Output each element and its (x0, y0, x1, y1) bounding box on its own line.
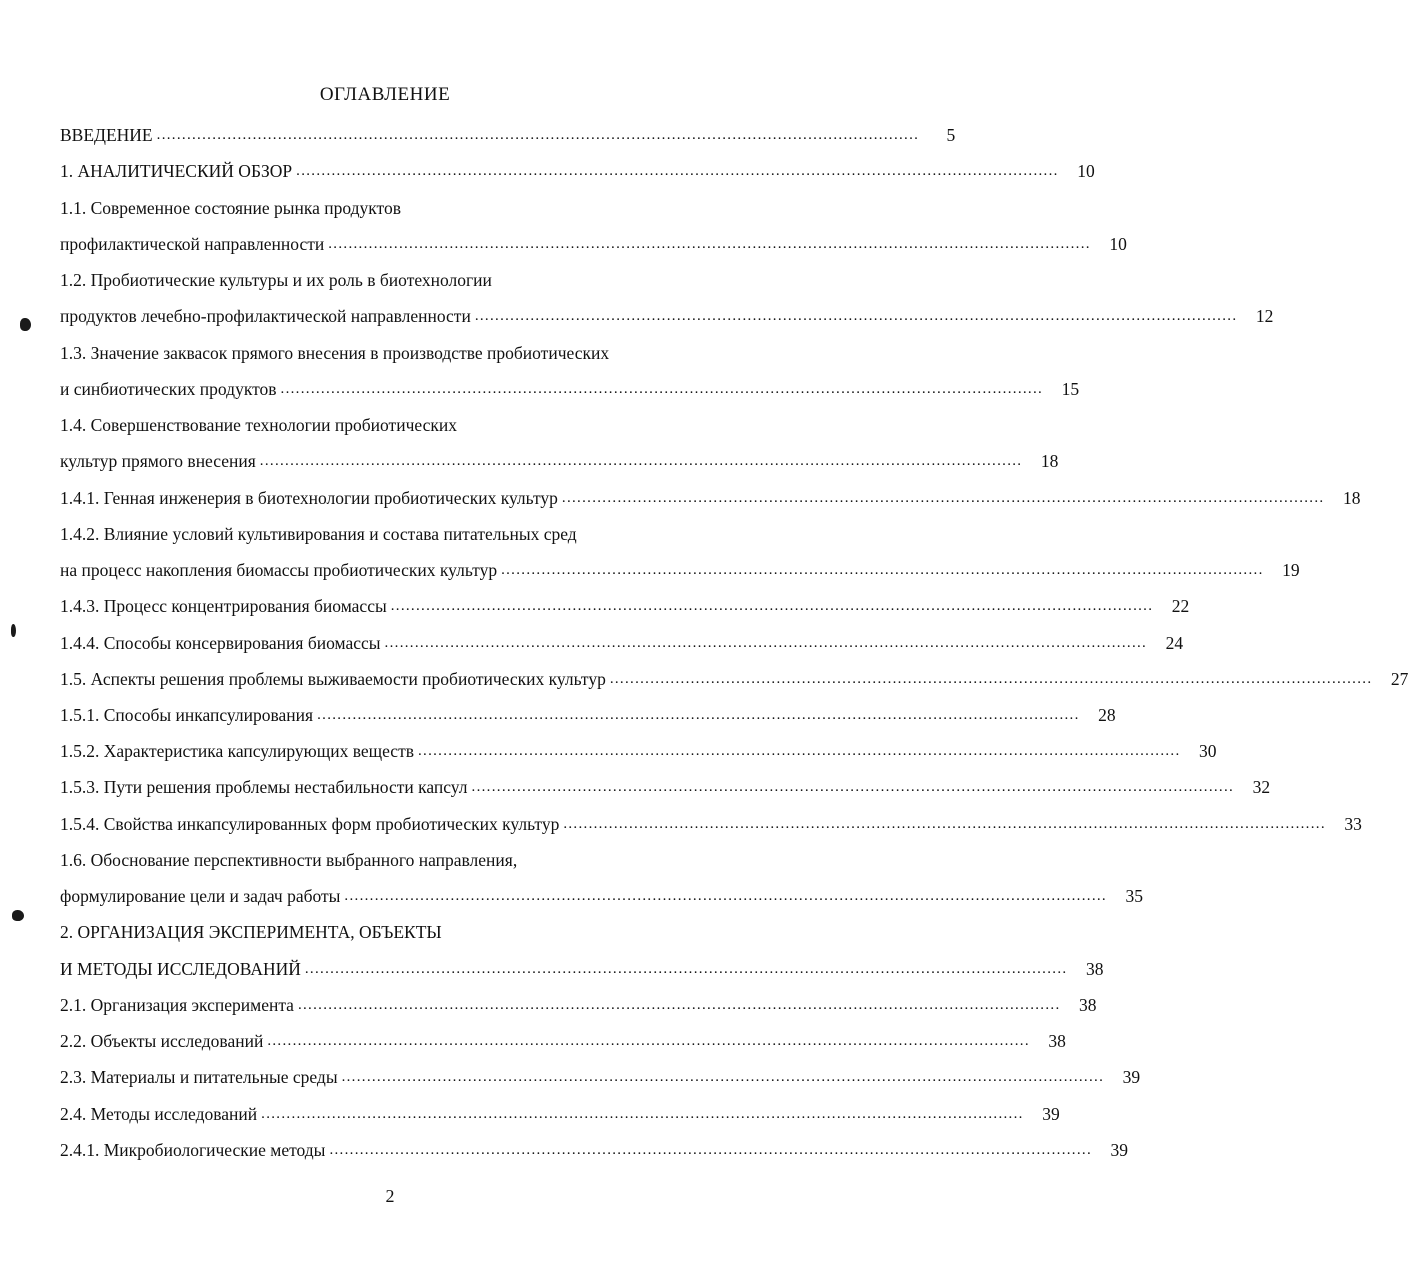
ink-blot (12, 910, 24, 921)
toc-entry (60, 229, 1127, 255)
toc-entry-text: формулирование цели и задач работы (60, 886, 341, 906)
toc-entry-text: 2.4.1. Микробиологические методы (60, 1140, 326, 1160)
toc-entry-text: 1.5.4. Свойства инкапсулированных форм пробиотических культур (60, 814, 560, 834)
toc-entry (60, 1135, 1129, 1161)
dot-leader: ....................................................................................................................................................... (328, 236, 1091, 252)
toc-entry-text: на процесс накопления биомассы пробиотических культур (60, 560, 498, 580)
dot-leader: ....................................................................................................................................................... (563, 816, 1326, 832)
toc-entry (60, 156, 1095, 182)
dot-leader: ....................................................................................................................................................... (297, 997, 1061, 1013)
toc-entry (60, 555, 1300, 581)
toc-entry-text: 2. ОРГАНИЗАЦИЯ ЭКСПЕРИМЕНТА, ОБЪЕКТЫ (60, 922, 442, 942)
ink-blot (20, 318, 31, 331)
dot-leader: ....................................................................................................................................................... (390, 598, 1154, 614)
toc-entry-page: 33 (1344, 814, 1362, 834)
page-title: ОГЛАВЛЕНИЕ (319, 84, 451, 105)
dot-leader: ....................................................................................................................................................... (417, 743, 1181, 759)
toc-entry-page: 28 (1098, 705, 1116, 725)
toc-entry (60, 519, 750, 545)
toc-entry-text: 1.4.4. Способы консервирования биомассы (60, 633, 381, 653)
toc-entry (60, 446, 1059, 472)
toc-entry-text: 1.5. Аспекты решения проблемы выживаемости пробиотических культур (60, 669, 606, 689)
toc-entry (60, 809, 1362, 835)
toc-entry (60, 917, 750, 943)
toc-entry-text: 1.4.3. Процесс концентрирования биомассы (60, 596, 387, 616)
toc-entry-text: профилактической направленности (60, 234, 325, 254)
dot-leader: ....................................................................................................................................................... (156, 127, 920, 143)
page-number: 2 (385, 1186, 395, 1206)
dot-leader: ....................................................................................................................................................... (474, 308, 1238, 324)
dot-leader: ....................................................................................................................................................... (344, 888, 1107, 904)
dot-leader: ....................................................................................................................................................... (259, 453, 1023, 469)
toc-entry-text: 1. АНАЛИТИЧЕСКИЙ ОБЗОР (60, 161, 293, 181)
toc-entry (60, 1026, 1066, 1052)
toc-entry-text: 2.2. Объекты исследований (60, 1031, 264, 1051)
toc-entry (60, 1062, 1141, 1088)
dot-leader: ....................................................................................................................................................... (501, 562, 1264, 578)
dot-leader: ....................................................................................................................................................... (304, 961, 1068, 977)
toc-entry (60, 845, 750, 871)
dot-leader: ....................................................................................................................................................... (317, 707, 1080, 723)
toc-entry (60, 772, 1271, 798)
toc-entry-page: 12 (1255, 306, 1274, 326)
toc-entry-text: 1.4.1. Генная инженерия в биотехнологии пробиотических культур (60, 488, 558, 508)
toc-entry (60, 338, 750, 364)
dot-leader: ....................................................................................................................................................... (267, 1033, 1030, 1049)
toc-entry-page: 30 (1199, 741, 1217, 761)
toc-entry (60, 483, 1361, 509)
toc-entry (60, 1099, 1060, 1125)
toc-entry-page: 39 (1122, 1067, 1141, 1087)
toc-entry (60, 954, 1104, 980)
toc-entry-page: 32 (1252, 777, 1271, 797)
toc-entry-text: 1.5.3. Пути решения проблемы нестабильности капсул (60, 777, 468, 797)
dot-leader: ....................................................................................................................................................... (280, 381, 1044, 397)
toc-entry-text: 1.2. Пробиотические культуры и их роль в биотехнологии (60, 270, 492, 290)
toc-entry-text: 2.4. Методы исследований (60, 1104, 258, 1124)
dot-leader: ....................................................................................................................................................... (261, 1106, 1024, 1122)
toc-entry-page: 18 (1040, 451, 1059, 471)
toc-entry-page: 22 (1171, 596, 1190, 616)
toc-entry-page: 38 (1048, 1031, 1066, 1051)
toc-entry (60, 410, 750, 436)
toc-entry-text: культур прямого внесения (60, 451, 256, 471)
toc-entry-page: 35 (1125, 886, 1143, 906)
toc-entry-text: 1.4.2. Влияние условий культивирования и состава питательных сред (60, 524, 577, 544)
toc-entry-page: 24 (1165, 633, 1184, 653)
toc-entry-text: 2.1. Организация эксперимента (60, 995, 294, 1015)
toc-entry (60, 990, 1097, 1016)
dot-leader: ....................................................................................................................................................... (471, 779, 1235, 795)
toc-entry-page: 38 (1085, 959, 1104, 979)
toc-entry-text: продуктов лечебно-профилактической направленности (60, 306, 471, 326)
toc-entry (60, 374, 1080, 400)
toc-entry (60, 664, 1408, 690)
toc-entry-text: ВВЕДЕНИЕ (60, 125, 153, 145)
toc-entry-page: 39 (1042, 1104, 1060, 1124)
toc-entry-page: 19 (1282, 560, 1300, 580)
toc-entry-text: и синбиотических продуктов (60, 379, 277, 399)
dot-leader: ....................................................................................................................................................... (341, 1069, 1105, 1085)
toc-entry-page: 5 (946, 125, 956, 145)
dot-leader: ....................................................................................................................................................... (296, 163, 1059, 179)
dot-leader: ....................................................................................................................................................... (561, 490, 1325, 506)
ink-blot (11, 624, 16, 637)
toc-entry (60, 700, 1116, 726)
toc-entry-page: 18 (1342, 488, 1361, 508)
toc-entry-page: 10 (1077, 161, 1095, 181)
toc-entry (60, 193, 750, 219)
dot-leader: ....................................................................................................................................................... (384, 635, 1148, 651)
toc-entry-page: 27 (1390, 669, 1408, 689)
toc-entry-text: 2.3. Материалы и питательные среды (60, 1067, 338, 1087)
toc-entry-text: 1.4. Совершенствование технологии пробиотических (60, 415, 457, 435)
toc-entry-text: 1.5.1. Способы инкапсулирования (60, 705, 314, 725)
toc-entry-text: 1.3. Значение заквасок прямого внесения в производстве пробиотических (60, 343, 610, 363)
toc-entry-text: 1.6. Обоснование перспективности выбранного направления, (60, 850, 518, 870)
toc-entry-text: И МЕТОДЫ ИССЛЕДОВАНИЙ (60, 959, 301, 979)
toc-entry (60, 591, 1190, 617)
toc-entry-page: 10 (1109, 234, 1127, 254)
toc-entry (60, 120, 956, 146)
toc-entry-page: 38 (1079, 995, 1097, 1015)
toc-entry (60, 628, 1184, 654)
dot-leader: ....................................................................................................................................................... (609, 671, 1373, 687)
toc-entry (60, 265, 750, 291)
toc-entry-page: 39 (1110, 1140, 1129, 1160)
toc-entry-text: 1.5.2. Характеристика капсулирующих веществ (60, 741, 414, 761)
toc-entry-text: 1.1. Современное состояние рынка продуктов (60, 198, 401, 218)
toc-entry-page: 15 (1061, 379, 1080, 399)
dot-leader: ....................................................................................................................................................... (329, 1142, 1093, 1158)
toc-entry (60, 881, 1143, 907)
toc-entry (60, 736, 1217, 762)
toc-entry (60, 301, 1274, 327)
